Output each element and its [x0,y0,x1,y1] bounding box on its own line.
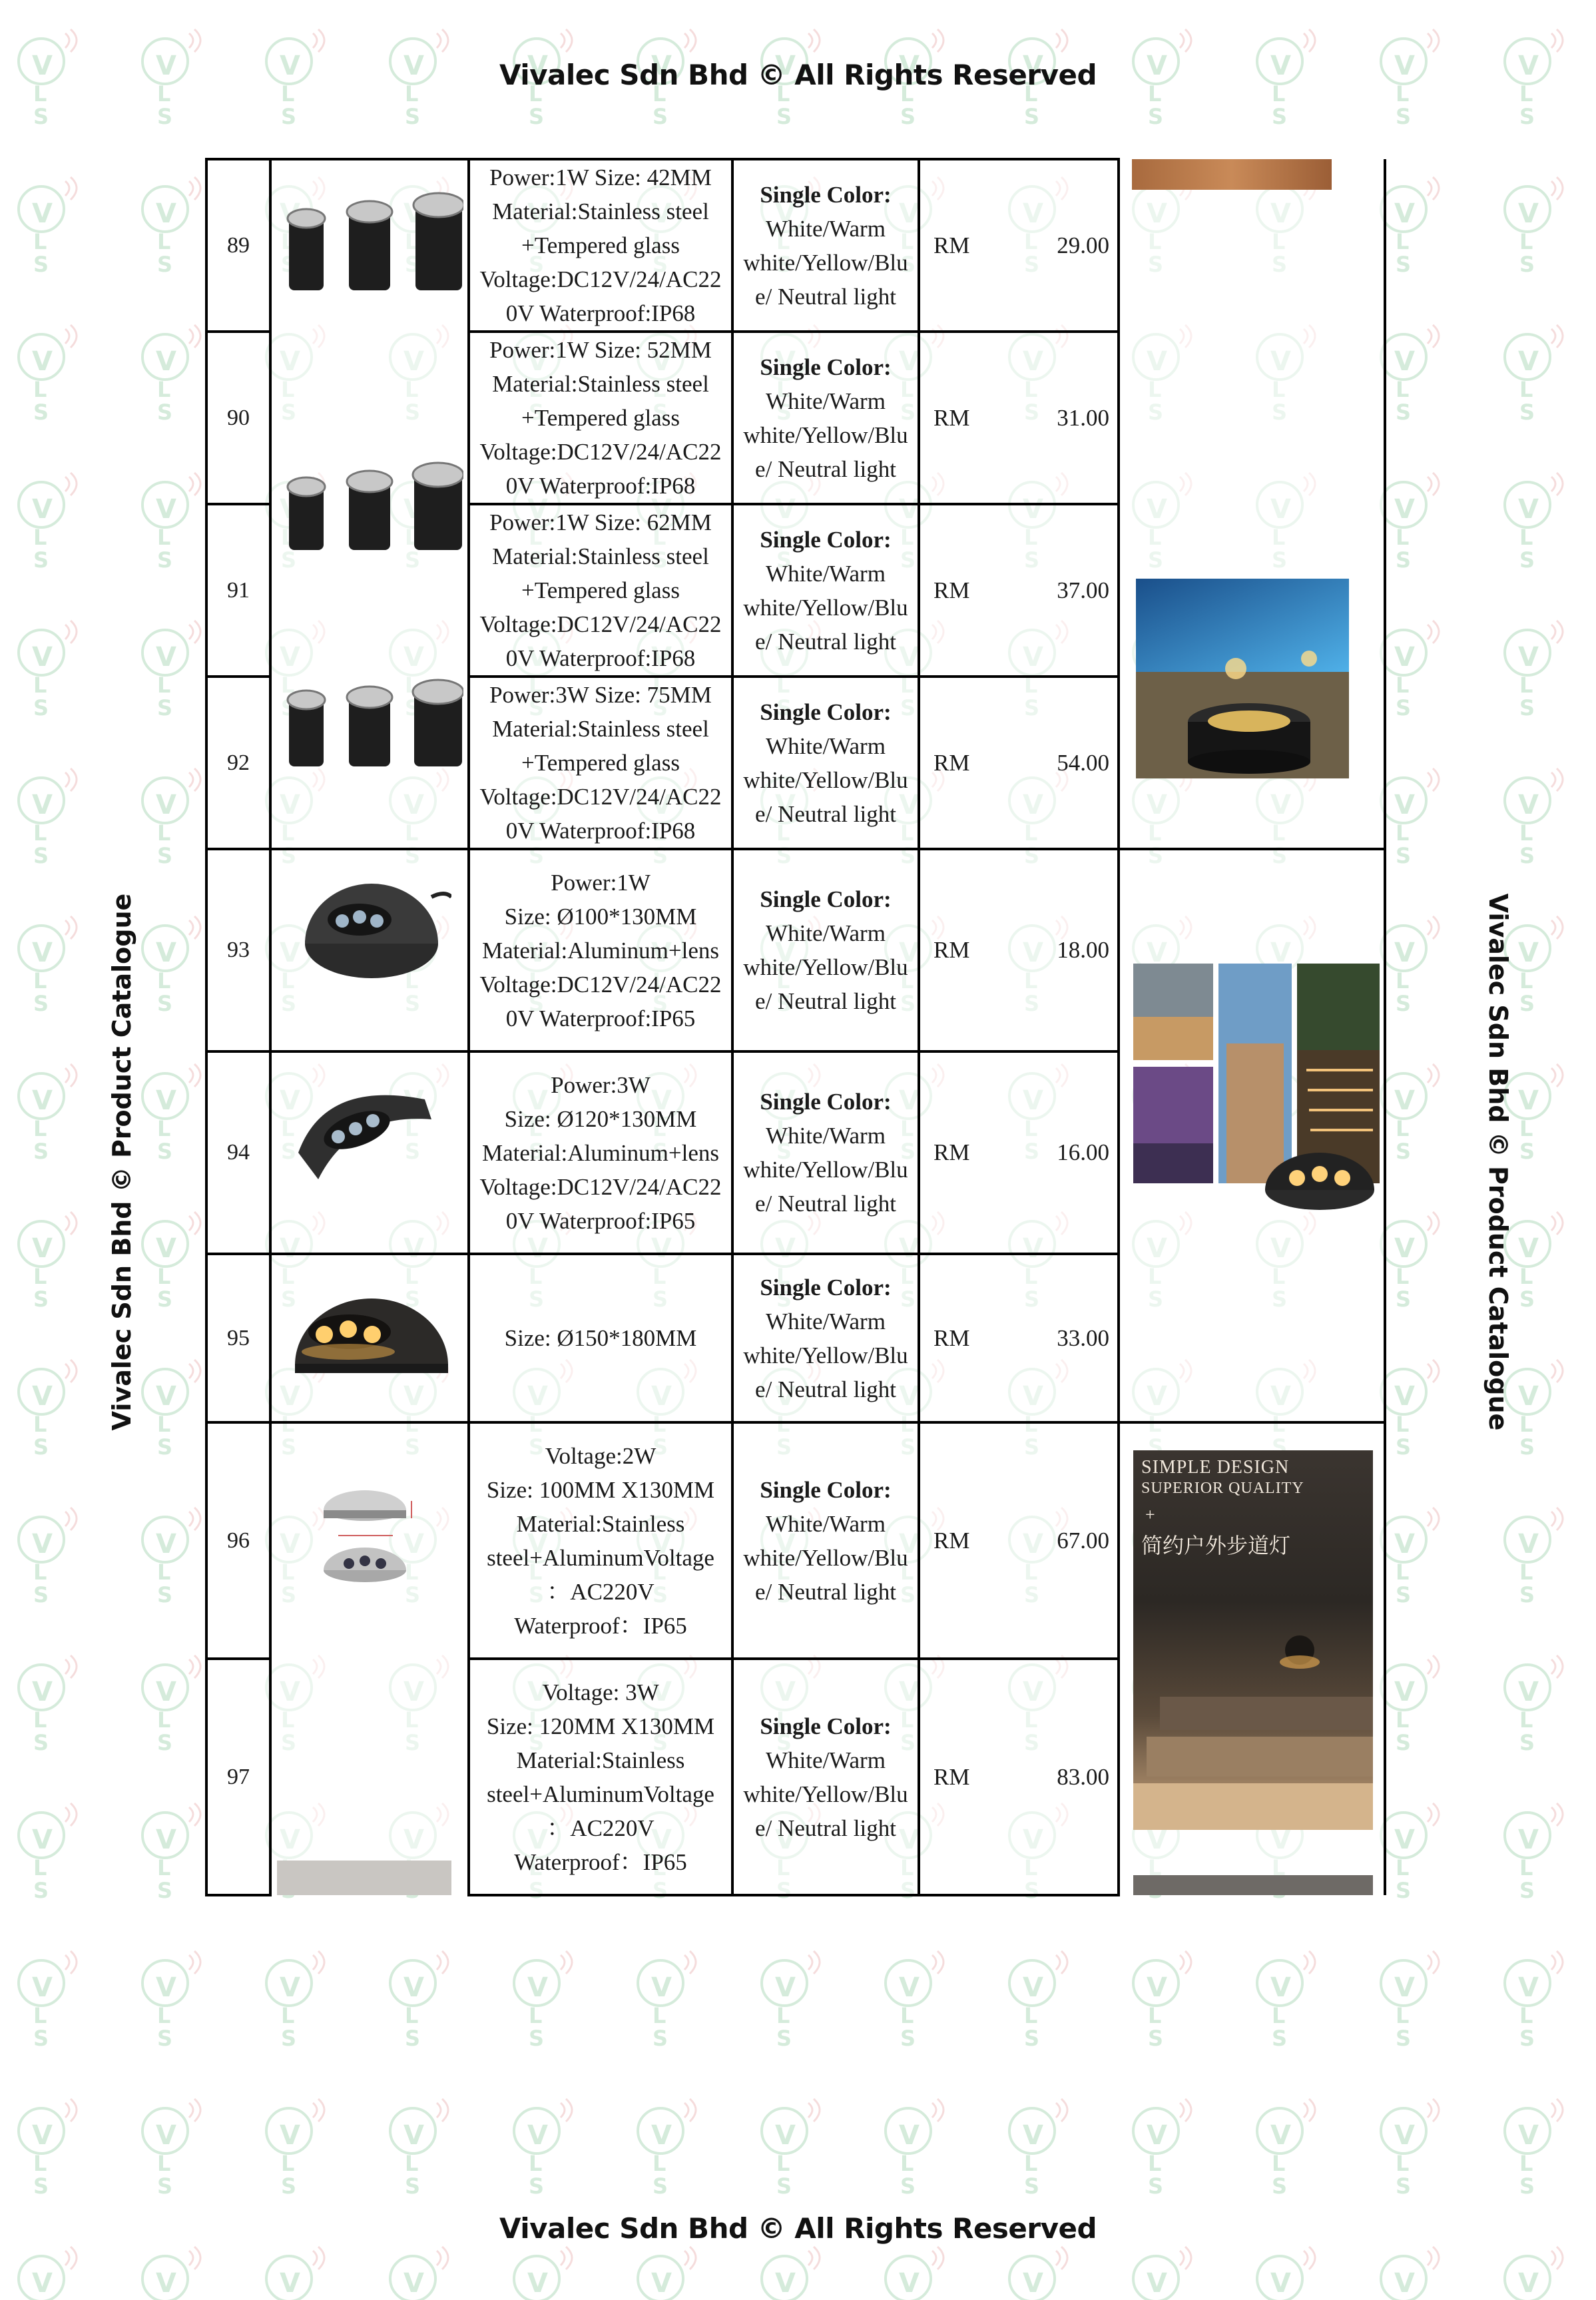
spec-line: Size: Ø120*130MM [504,1105,697,1132]
spec-line: Power:3W [551,1071,651,1098]
product-image-cell [270,1422,469,1895]
spec-line: ：AC220V [547,1815,655,1841]
promo-plus: + [1145,1505,1155,1524]
color-options [732,1422,919,1659]
item-number: 92 [206,677,270,849]
item-number: 91 [206,504,270,677]
product-image-stainless-step-light [312,1484,438,1603]
product-specification [469,1254,732,1422]
spec-line: +Tempered glass [521,577,680,603]
color-line: white/Yellow/Blu [743,594,908,621]
spec-line: Material:Stainless [516,1510,685,1537]
color-line: White/Warm [766,388,886,414]
product-image-stainless-lights [277,184,463,297]
product-specification [469,849,732,1051]
spec-line: Material:Aluminum+lens [481,1139,720,1166]
item-number: 89 [206,159,270,332]
spec-line: Material:Stainless steel [492,716,709,742]
color-line: white/Yellow/Blu [743,1781,908,1807]
spec-line: Waterproof：IP65 [514,1849,687,1875]
item-number: 93 [206,849,270,1051]
color-line: e/ Neutral light [755,628,896,655]
currency-label: RM [933,749,970,776]
price-cell [919,849,1119,1051]
spec-line: Voltage:DC12V/24/AC22 [479,1173,722,1200]
spec-line: Material:Stainless [516,1747,685,1773]
promo-line-1: SIMPLE DESIGN [1141,1457,1290,1478]
spec-line: Size: 100MM X130MM [486,1476,715,1503]
side-caption-left: Vivalec Sdn Bhd © Product Catalogue [107,893,136,1431]
color-options [732,677,919,849]
currency-label: RM [933,232,970,258]
price-cell [919,504,1119,677]
item-number: 90 [206,332,270,504]
currency-label: RM [933,404,970,431]
color-line: e/ Neutral light [755,1376,896,1402]
color-line: White/Warm [766,1308,886,1334]
product-image-dome-light [292,1073,445,1179]
color-options [732,1051,919,1254]
product-specification [469,332,732,504]
product-table [205,158,1386,1896]
price-value: 83.00 [1057,1763,1109,1790]
spec-line: Voltage:DC12V/24/AC22 [479,266,722,292]
spec-line: Power:1W Size: 42MM [489,164,712,190]
product-image-dome-light-lit [288,1285,455,1385]
spec-line: Waterproof：IP65 [514,1612,687,1639]
table-row [206,849,1385,1051]
product-specification [469,159,732,332]
spec-line: 0V Waterproof:IP68 [505,300,696,326]
spec-line: Voltage:2W [545,1442,657,1469]
promo-photo [1133,1450,1373,1830]
spec-line: ：AC220V [547,1578,655,1605]
currency-label: RM [933,1139,970,1165]
spec-line: Material:Stainless steel [492,198,709,224]
product-image-cell [270,159,469,849]
color-line: white/Yellow/Blu [743,954,908,980]
spec-line: Power:3W Size: 75MM [489,682,712,708]
color-options [732,849,919,1051]
currency-label: RM [933,1527,970,1554]
spec-line: Voltage:DC12V/24/AC22 [479,611,722,637]
color-line: White/Warm [766,560,886,587]
product-image-dome-light [298,870,451,984]
item-number: 95 [206,1254,270,1422]
currency-label: RM [933,1763,970,1790]
spec-line: 0V Waterproof:IP68 [505,818,696,844]
color-line: White/Warm [766,920,886,946]
color-line: e/ Neutral light [755,1578,896,1605]
wood-strip-photo [1132,159,1332,190]
currency-label: RM [933,1324,970,1351]
application-photo-cell [1119,1422,1385,1895]
color-line: white/Yellow/Blu [743,766,908,793]
price-value: 16.00 [1057,1139,1109,1165]
color-line: e/ Neutral light [755,283,896,310]
spec-line: 0V Waterproof:IP65 [505,1207,696,1234]
item-number: 94 [206,1051,270,1254]
product-specification [469,1659,732,1895]
item-number: 96 [206,1422,270,1659]
spec-line: Power:1W Size: 62MM [489,509,712,535]
color-line: White/Warm [766,1747,886,1773]
spec-line: Power:1W Size: 52MM [489,337,712,363]
color-label: Single Color: [760,1713,892,1739]
color-label: Single Color: [760,1089,892,1115]
color-label: Single Color: [760,181,892,208]
color-options [732,1254,919,1422]
product-image-cell [270,1051,469,1254]
spec-line: 0V Waterproof:IP65 [505,1005,696,1031]
product-specification [469,677,732,849]
color-line: white/Yellow/Blu [743,1342,908,1368]
color-line: White/Warm [766,1123,886,1149]
color-line: white/Yellow/Blu [743,1157,908,1183]
price-cell [919,1254,1119,1422]
spec-line: Power:1W [551,869,651,896]
color-label: Single Color: [760,699,892,725]
color-line: white/Yellow/Blu [743,1544,908,1571]
color-line: white/Yellow/Blu [743,249,908,276]
spec-line: Material:Aluminum+lens [481,937,720,964]
product-specification [469,504,732,677]
table-row [206,1422,1385,1659]
color-line: e/ Neutral light [755,800,896,827]
color-line: white/Yellow/Blu [743,422,908,448]
outdoor-collage-photo [1133,964,1380,1230]
color-options [732,332,919,504]
page-header: Vivalec Sdn Bhd © All Rights Reserved [499,59,1097,91]
product-specification [469,1422,732,1659]
color-label: Single Color: [760,354,892,380]
color-line: e/ Neutral light [755,455,896,482]
spec-line: Material:Stainless steel [492,543,709,569]
color-line: e/ Neutral light [755,1191,896,1217]
price-value: 33.00 [1057,1324,1109,1351]
color-line: e/ Neutral light [755,988,896,1014]
promo-line-2: SUPERIOR QUALITY [1141,1480,1304,1497]
spec-line: 0V Waterproof:IP68 [505,473,696,499]
color-line: White/Warm [766,215,886,242]
product-image-strip [277,1861,451,1895]
photo-strip [1133,1875,1373,1895]
spec-line: Size: 120MM X130MM [486,1713,715,1739]
price-cell [919,677,1119,849]
currency-label: RM [933,577,970,603]
spec-line: Voltage:DC12V/24/AC22 [479,971,722,998]
color-label: Single Color: [760,1476,892,1503]
product-image-cell [270,1254,469,1422]
spec-line: steel+AluminumVoltage [487,1544,714,1571]
page-footer: Vivalec Sdn Bhd © All Rights Reserved [499,2212,1097,2245]
price-value: 67.00 [1057,1527,1109,1554]
spec-line: Voltage:DC12V/24/AC22 [479,439,722,465]
color-options [732,159,919,332]
price-value: 31.00 [1057,404,1109,431]
application-photo-cell [1119,849,1385,1422]
color-label: Single Color: [760,1274,892,1300]
stairs-illustration [1133,1623,1373,1830]
spec-line: +Tempered glass [521,405,680,431]
spec-line: +Tempered glass [521,232,680,258]
spec-line: +Tempered glass [521,750,680,776]
color-label: Single Color: [760,526,892,553]
product-image-cell [270,849,469,1051]
price-value: 18.00 [1057,937,1109,963]
price-value: 37.00 [1057,577,1109,603]
spec-line: Size: Ø100*130MM [504,903,697,930]
product-specification [469,1051,732,1254]
price-value: 54.00 [1057,749,1109,776]
price-cell [919,1051,1119,1254]
price-cell [919,159,1119,332]
application-photo-cell [1119,159,1385,849]
color-line: White/Warm [766,1510,886,1537]
color-line: e/ Neutral light [755,1815,896,1841]
color-line: White/Warm [766,732,886,759]
spec-line: steel+AluminumVoltage [487,1781,714,1807]
item-number: 97 [206,1659,270,1895]
side-caption-right: Vivalec Sdn Bhd © Product Catalogue [1483,893,1513,1431]
product-image-stainless-lights [277,453,463,553]
price-value: 29.00 [1057,232,1109,258]
color-options [732,1659,919,1895]
color-label: Single Color: [760,886,892,912]
color-options [732,504,919,677]
table-row [206,159,1385,332]
price-cell [919,1422,1119,1659]
currency-label: RM [933,937,970,963]
promo-chinese: 简约户外步道灯 [1141,1533,1291,1558]
spec-line: 0V Waterproof:IP68 [505,645,696,671]
spec-line: Voltage:DC12V/24/AC22 [479,784,722,810]
spec-line: Material:Stainless steel [492,371,709,397]
price-cell [919,1659,1119,1895]
spec-line: Voltage: 3W [542,1679,659,1705]
spec-line: Size: Ø150*180MM [504,1325,697,1351]
product-image-stainless-lights [277,673,463,773]
price-cell [919,332,1119,504]
pool-deck-photo [1136,579,1349,778]
